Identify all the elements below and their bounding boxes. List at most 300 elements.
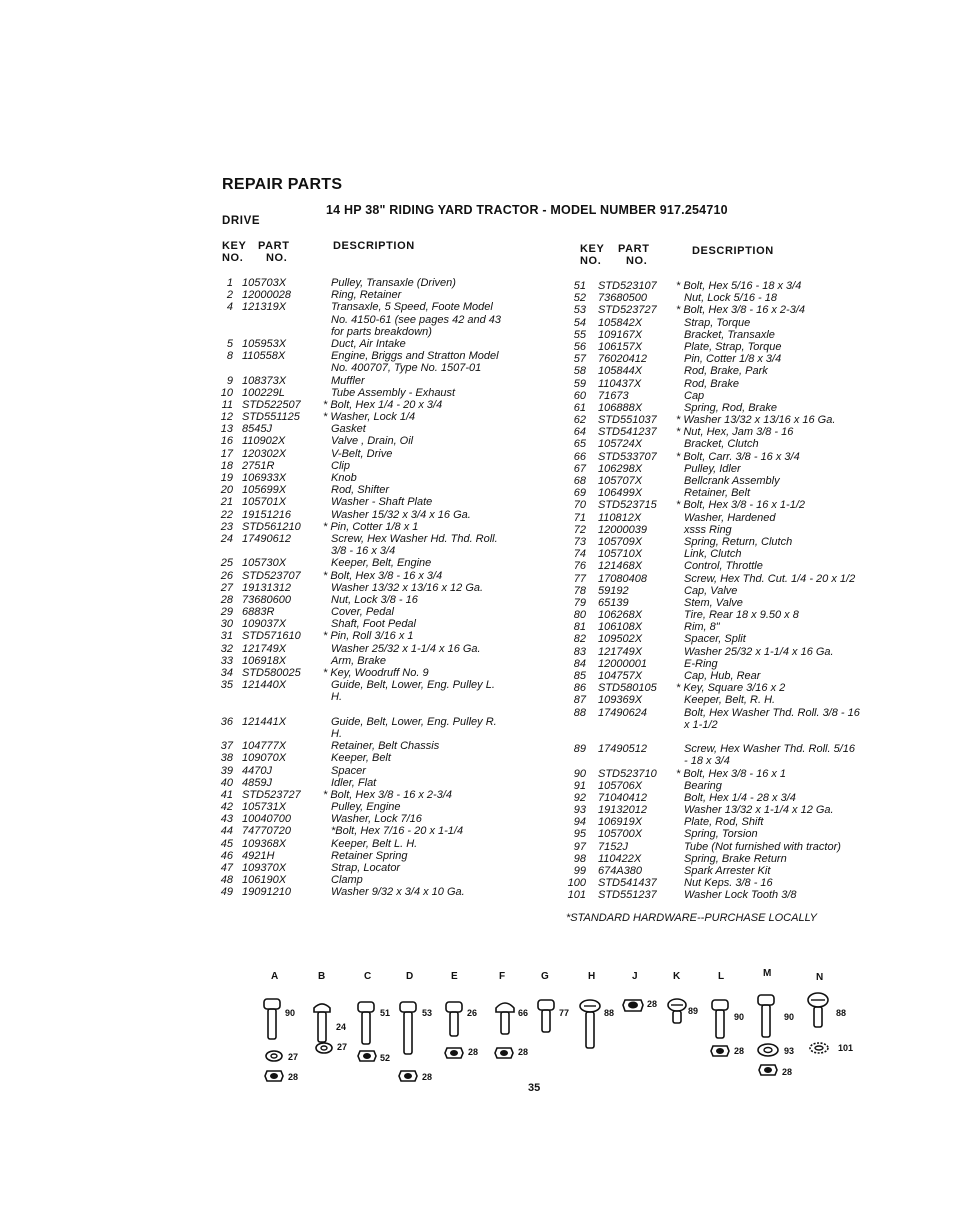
part-description: * Bolt, Hex 3/8 - 16 x 1-1/2	[676, 499, 806, 512]
key-number: 93	[573, 804, 586, 817]
key-number: 90	[573, 767, 586, 780]
parts-row	[566, 353, 896, 365]
key-number: 95	[573, 828, 586, 841]
hex-bolt-icon	[666, 997, 688, 1025]
key-number: 72	[573, 523, 586, 536]
hardware-num: 28	[734, 1046, 745, 1056]
part-number: 4921H	[242, 849, 275, 862]
part-description: Cap, Valve	[684, 584, 738, 597]
part-number: STD533707	[598, 450, 657, 463]
part-number: 110422X	[598, 852, 642, 865]
parts-row	[566, 792, 896, 804]
key-number: 10	[220, 386, 233, 399]
part-number: 109368X	[242, 837, 287, 850]
parts-row	[213, 618, 563, 630]
part-description: Washer, Lock 7/16	[331, 813, 422, 826]
hardware-num: 28	[782, 1067, 793, 1077]
hardware-num: 28	[518, 1047, 529, 1057]
part-number: 109502X	[598, 633, 643, 646]
key-number: 39	[220, 764, 233, 777]
key-no-label: NO.	[580, 255, 602, 267]
key-number: 9	[226, 374, 233, 387]
key-number: 1	[226, 277, 233, 289]
parts-row	[566, 524, 896, 536]
parts-row	[213, 630, 563, 642]
part-number: 106298X	[598, 462, 643, 475]
part-no-label: NO.	[266, 252, 288, 264]
hardware-letter-k: K	[673, 971, 681, 982]
part-number: STD551237	[598, 889, 657, 902]
part-number: 71040412	[598, 791, 647, 804]
parts-row	[566, 755, 896, 767]
key-number: 52	[573, 292, 586, 305]
key-number: 80	[573, 609, 586, 622]
parts-row	[213, 594, 563, 606]
part-description: Nut, Lock 3/8 - 16	[331, 593, 418, 606]
key-number: 61	[573, 401, 586, 414]
hardware-num: 24	[336, 1022, 347, 1032]
parts-row	[566, 317, 896, 329]
parts-row	[213, 301, 563, 313]
key-number: 5	[226, 337, 233, 350]
parts-row	[566, 804, 896, 816]
page-title: REPAIR PARTS	[222, 176, 343, 193]
key-number: 87	[573, 694, 586, 707]
key-number: 53	[573, 304, 586, 317]
parts-row	[566, 487, 896, 499]
part-description: Washer 25/32 x 1-1/4 x 16 Ga.	[684, 645, 834, 658]
parts-row	[213, 277, 563, 289]
part-description: Clip	[331, 459, 350, 472]
key-header-right	[580, 243, 604, 267]
parts-row	[213, 387, 563, 399]
parts-row	[213, 570, 563, 582]
key-number: 16	[220, 435, 233, 448]
key-number: 59	[573, 377, 586, 390]
key-number: 54	[573, 316, 586, 329]
part-number: 106933X	[242, 472, 287, 484]
parts-row	[566, 768, 896, 780]
key-number: 19	[220, 472, 233, 484]
parts-row	[213, 838, 563, 850]
key-number: 100	[567, 877, 586, 890]
part-description: Cap	[684, 389, 705, 402]
part-number: 121468X	[598, 560, 643, 573]
parts-row	[213, 509, 563, 521]
part-header-left	[258, 240, 290, 264]
part-description: Screw, Hex Washer Thd. Roll. 5/16	[684, 743, 855, 756]
key-number: 58	[573, 365, 586, 378]
parts-row	[213, 777, 563, 789]
part-number: 73680600	[242, 593, 291, 606]
part-number: 120302X	[242, 447, 287, 460]
part-number: 105731X	[242, 801, 287, 814]
part-number: 110558X	[242, 350, 286, 363]
parts-row	[213, 643, 563, 655]
parts-row	[566, 780, 896, 792]
part-number: STD541437	[598, 877, 657, 890]
parts-row	[566, 633, 896, 645]
part-description: Valve , Drain, Oil	[331, 435, 414, 448]
part-description: Nut Keps. 3/8 - 16	[684, 877, 773, 890]
parts-row	[213, 484, 563, 496]
parts-row	[566, 378, 896, 390]
part-description: *Bolt, Hex 7/16 - 20 x 1-1/4	[331, 825, 464, 838]
parts-row	[566, 670, 896, 682]
parts-row	[566, 365, 896, 377]
part-description: Retainer, Belt	[684, 487, 751, 500]
part-number: 19131312	[242, 581, 291, 594]
key-number: 20	[220, 484, 233, 497]
part-number: 105707X	[598, 475, 643, 487]
hex-bolt-icon	[262, 997, 282, 1041]
key-label: KEY	[222, 240, 247, 252]
hardware-num: 90	[285, 1008, 296, 1018]
parts-row	[566, 853, 896, 865]
part-description: * Bolt, Carr. 3/8 - 16 x 3/4	[676, 450, 800, 463]
hardware-num: 51	[380, 1008, 391, 1018]
key-number: 68	[573, 475, 586, 487]
part-description: 3/8 - 16 x 3/4	[331, 545, 396, 558]
key-number: 25	[220, 557, 233, 570]
parts-row	[566, 499, 896, 511]
part-description: Keeper, Belt	[331, 752, 391, 765]
parts-row	[566, 816, 896, 828]
key-number: 94	[573, 816, 586, 829]
hardware-num: 27	[288, 1052, 299, 1062]
part-number: 106918X	[242, 654, 287, 667]
part-number: STD523707	[242, 569, 301, 582]
page-number: 35	[528, 1082, 541, 1094]
part-number: 110437X	[598, 377, 642, 390]
key-number: 44	[220, 825, 233, 838]
part-description: Guide, Belt, Lower, Eng. Pulley L.	[331, 679, 495, 692]
part-description: H.	[331, 691, 342, 704]
part-description: Pin, Cotter 1/8 x 3/4	[684, 353, 782, 366]
part-description: Tube Assembly - Exhaust	[331, 386, 456, 399]
parts-row	[213, 801, 563, 813]
part-number: STD523727	[242, 788, 301, 801]
part-description: H.	[331, 727, 342, 740]
part-description: No. 4150-61 (see pages 42 and 43	[331, 313, 502, 326]
part-number: 105701X	[242, 496, 287, 509]
key-number: 101	[567, 889, 586, 902]
part-description: Bolt, Hex Washer Thd. Roll. 3/8 - 16	[684, 706, 860, 719]
part-description: * Pin, Cotter 1/8 x 1	[323, 520, 419, 533]
parts-row	[566, 828, 896, 840]
hardware-letter-n: N	[816, 972, 824, 983]
part-number: STD580025	[242, 667, 301, 679]
hardware-num: 88	[604, 1008, 615, 1018]
part-number: 121749X	[242, 642, 287, 655]
key-number: 65	[573, 438, 586, 451]
hardware-num: 90	[784, 1012, 795, 1022]
hardware-num: 90	[734, 1012, 745, 1022]
parts-row	[566, 731, 896, 743]
lock-nut-icon	[357, 1048, 377, 1062]
parts-row	[566, 512, 896, 524]
parts-row	[213, 423, 563, 435]
part-number: 109370X	[242, 862, 287, 874]
part-number: 65139	[598, 596, 629, 609]
parts-row	[213, 375, 563, 387]
part-number: 104757X	[598, 670, 643, 682]
key-number: 48	[220, 874, 233, 887]
parts-row	[566, 426, 896, 438]
section-title: DRIVE	[222, 215, 261, 227]
lock-nut-icon	[710, 1043, 730, 1057]
hardware-num: 77	[559, 1008, 570, 1018]
part-description: Bolt, Hex 1/4 - 28 x 3/4	[684, 791, 796, 804]
key-number: 37	[220, 740, 233, 753]
parts-table-right	[566, 280, 896, 902]
hex-bolt-icon	[710, 998, 730, 1040]
part-number: 674A380	[598, 865, 643, 877]
hex-bolt-icon	[536, 998, 556, 1034]
parts-row	[213, 813, 563, 825]
key-number: 23	[220, 520, 233, 533]
key-number: 69	[573, 487, 586, 500]
key-number: 32	[220, 642, 233, 655]
hardware-num: 66	[518, 1008, 529, 1018]
part-number: 106268X	[598, 609, 643, 622]
key-number: 91	[573, 779, 586, 792]
parts-row	[213, 691, 563, 703]
part-description: Spacer	[331, 764, 366, 777]
key-number: 22	[220, 508, 233, 521]
part-description: Washer - Shaft Plate	[331, 496, 433, 509]
key-number: 40	[220, 776, 233, 789]
key-number: 24	[220, 532, 233, 545]
key-number: 30	[220, 618, 233, 631]
hardware-num: 101	[838, 1043, 854, 1053]
key-number: 12	[220, 411, 233, 424]
description-header-left: DESCRIPTION	[333, 240, 415, 252]
parts-row	[213, 448, 563, 460]
parts-row	[566, 585, 896, 597]
part-number: 105842X	[598, 316, 643, 329]
key-number: 28	[220, 593, 233, 606]
part-number: 109167X	[598, 328, 643, 341]
part-number: STD541237	[598, 426, 657, 439]
hardware-letter-g: G	[541, 971, 549, 982]
part-description: * Key, Woodruff No. 9	[323, 667, 429, 679]
part-description: Spring, Return, Clutch	[684, 535, 793, 548]
part-number: 105953X	[242, 337, 287, 350]
part-number: 4859J	[242, 776, 272, 789]
lock-nut-icon	[758, 1062, 778, 1076]
part-description: * Nut, Hex, Jam 3/8 - 16	[676, 426, 794, 439]
part-description: Tube (Not furnished with tractor)	[684, 840, 841, 853]
part-number: STD523715	[598, 499, 657, 512]
part-number: 12000028	[242, 289, 291, 302]
key-number: 21	[220, 496, 233, 509]
part-description: Spacer, Split	[684, 633, 746, 646]
key-number: 49	[220, 886, 233, 899]
parts-row	[213, 338, 563, 350]
hardware-letter-m: M	[763, 968, 772, 979]
key-number: 47	[220, 862, 233, 874]
parts-row	[566, 719, 896, 731]
part-number: 10040700	[242, 813, 291, 826]
part-description: Washer 13/32 x 1-1/4 x 12 Ga.	[684, 804, 834, 817]
part-description: Control, Throttle	[684, 560, 763, 573]
part-no-label: NO.	[626, 255, 648, 267]
key-number: 66	[573, 450, 586, 463]
part-number: STD551125	[242, 411, 300, 424]
parts-row	[213, 655, 563, 667]
part-number: 121749X	[598, 645, 643, 658]
parts-row	[213, 314, 563, 326]
key-number: 8	[226, 350, 233, 363]
parts-row	[566, 865, 896, 877]
part-description: V-Belt, Drive	[331, 447, 393, 460]
part-description: Rod, Shifter	[331, 484, 390, 497]
key-number: 98	[573, 852, 586, 865]
part-number: 17490624	[598, 706, 647, 719]
part-number: 105703X	[242, 277, 287, 289]
key-number: 55	[573, 328, 586, 341]
part-description: * Bolt, Hex 3/8 - 16 x 2-3/4	[323, 788, 453, 801]
key-number: 31	[220, 630, 233, 643]
parts-row	[213, 326, 563, 338]
key-number: 84	[573, 657, 586, 670]
parts-row	[213, 850, 563, 862]
parts-row	[566, 707, 896, 719]
parts-row	[566, 573, 896, 585]
key-number: 89	[573, 743, 586, 756]
part-description: * Bolt, Hex 5/16 - 18 x 3/4	[676, 280, 802, 292]
key-number: 88	[573, 706, 586, 719]
part-number: 17490512	[598, 743, 647, 756]
key-number: 85	[573, 670, 586, 682]
part-number: 100229L	[242, 386, 285, 399]
part-number: 104777X	[242, 740, 287, 753]
part-description: Rim, 8"	[684, 621, 720, 634]
part-description: Ring, Retainer	[331, 289, 402, 302]
part-description: Washer 15/32 x 3/4 x 16 Ga.	[331, 508, 471, 521]
page-subtitle: 14 HP 38" RIDING YARD TRACTOR - MODEL NUMBER 917.254710	[326, 203, 728, 217]
part-number: 105706X	[598, 779, 643, 792]
part-description: Bellcrank Assembly	[684, 475, 780, 487]
part-description: Washer, Hardened	[684, 511, 776, 524]
hex-washer-bolt-icon	[806, 991, 830, 1029]
part-number: 108373X	[242, 374, 287, 387]
parts-row	[213, 765, 563, 777]
part-description: * Washer 13/32 x 13/16 x 16 Ga.	[676, 414, 836, 427]
parts-row	[213, 350, 563, 362]
part-description: * Bolt, Hex 1/4 - 20 x 3/4	[323, 398, 443, 411]
part-description: Bracket, Transaxle	[684, 328, 775, 341]
part-number: 110902X	[242, 435, 286, 448]
part-label: PART	[258, 240, 290, 252]
part-number: 121319X	[242, 301, 287, 314]
part-description: Clamp	[331, 874, 363, 887]
parts-row	[566, 390, 896, 402]
parts-row	[566, 536, 896, 548]
key-number: 11	[221, 398, 233, 411]
key-number: 43	[220, 813, 233, 826]
parts-row	[213, 740, 563, 752]
part-description: Keeper, Belt L. H.	[331, 837, 418, 850]
part-number: 17490612	[242, 532, 291, 545]
part-number: 105844X	[598, 365, 643, 378]
part-number: STD523107	[598, 280, 657, 292]
parts-row	[213, 582, 563, 594]
part-number: 105730X	[242, 557, 287, 570]
hardware-num: 88	[836, 1008, 847, 1018]
parts-row	[566, 304, 896, 316]
parts-row	[213, 289, 563, 301]
part-description: Spark Arrester Kit	[684, 865, 771, 877]
part-description: Bracket, Clutch	[684, 438, 759, 451]
hardware-num: 28	[647, 999, 658, 1009]
description-header-right: DESCRIPTION	[692, 245, 774, 257]
part-description: Tire, Rear 18 x 9.50 x 8	[684, 609, 799, 622]
part-header-right	[618, 243, 650, 267]
key-number: 86	[573, 682, 586, 695]
key-number: 67	[573, 462, 586, 475]
part-number: 106499X	[598, 487, 643, 500]
parts-row	[566, 743, 896, 755]
part-number: 12000039	[598, 523, 647, 536]
part-number: 76020412	[598, 353, 647, 366]
parts-row	[213, 789, 563, 801]
key-number: 74	[573, 548, 586, 561]
part-number: STD561210	[242, 520, 301, 533]
part-description: Plate, Strap, Torque	[684, 340, 782, 353]
part-description: Spring, Torsion	[684, 828, 758, 841]
hardware-num: 27	[337, 1042, 348, 1052]
hardware-letter-c: C	[364, 971, 372, 982]
parts-row	[213, 411, 563, 423]
parts-row	[566, 597, 896, 609]
parts-row	[566, 402, 896, 414]
parts-row	[566, 438, 896, 450]
lock-nut-icon	[398, 1068, 418, 1082]
part-description: Transaxle, 5 Speed, Foote Model	[331, 301, 493, 314]
part-number: 4470J	[242, 764, 272, 777]
key-number: 62	[573, 414, 586, 427]
part-description: Cover, Pedal	[331, 606, 394, 619]
part-number: STD523710	[598, 767, 657, 780]
part-number: 105700X	[598, 828, 643, 841]
parts-row	[213, 362, 563, 374]
part-number: 6883R	[242, 606, 275, 619]
lock-nut-icon	[444, 1045, 464, 1059]
part-number: STD523727	[598, 304, 657, 317]
part-description: - 18 x 3/4	[684, 755, 730, 768]
part-number: STD580105	[598, 682, 657, 695]
part-number: 73680500	[598, 292, 647, 305]
tooth-washer-icon	[808, 1042, 830, 1054]
lock-nut-icon	[494, 1045, 514, 1059]
key-number: 27	[220, 581, 233, 594]
key-label: KEY	[580, 243, 605, 255]
part-description: Cap, Hub, Rear	[684, 670, 761, 682]
hardware-num: 26	[467, 1008, 478, 1018]
parts-row	[566, 889, 896, 901]
parts-row	[566, 658, 896, 670]
hardware-letter-b: B	[318, 971, 326, 982]
key-number: 34	[220, 667, 233, 679]
key-number: 56	[573, 340, 586, 353]
part-number: 19091210	[242, 886, 291, 899]
parts-row	[213, 435, 563, 447]
parts-row	[566, 621, 896, 633]
part-number: 12000001	[598, 657, 647, 670]
hex-bolt-icon	[398, 1000, 418, 1056]
